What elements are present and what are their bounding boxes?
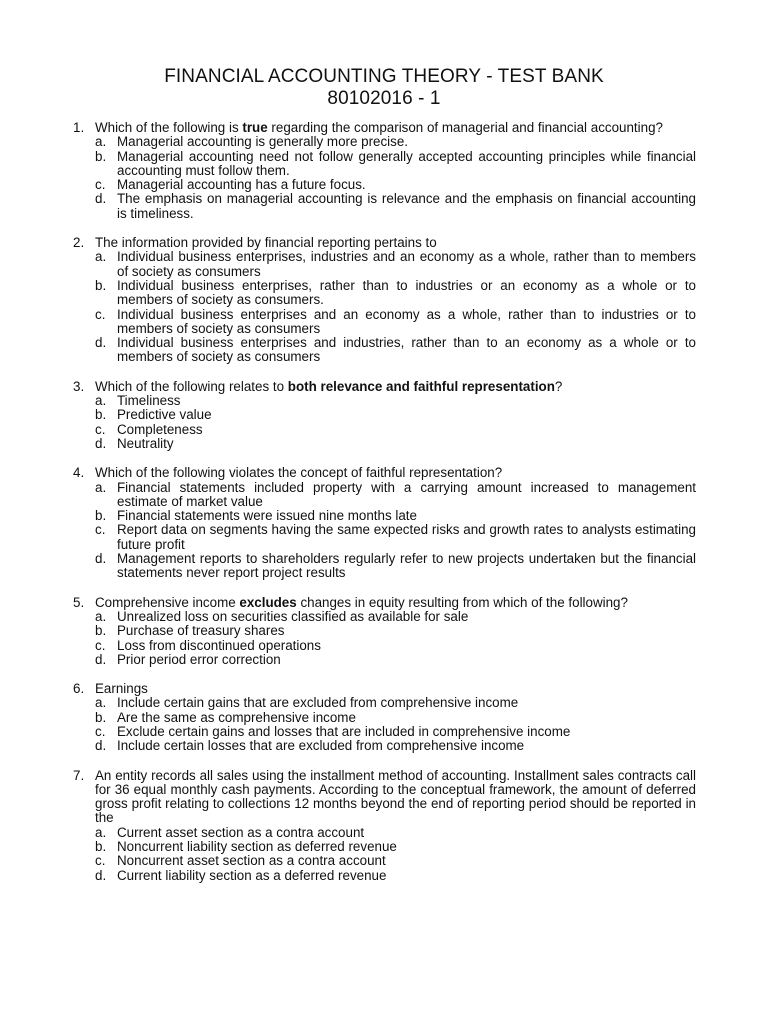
option-letter: b. <box>95 623 107 639</box>
option-text: Neutrality <box>117 435 174 451</box>
option-letter: d. <box>95 335 107 351</box>
option-letter: d. <box>95 435 107 451</box>
option-letter: a. <box>95 249 107 265</box>
option-text: Purchase of treasury shares <box>117 623 285 639</box>
answer-option-c <box>0 639 768 653</box>
question-6 <box>0 682 768 753</box>
option-letter: d. <box>95 191 107 207</box>
question-stem-text: Which of the following relates to <box>95 378 288 394</box>
option-letter: c. <box>95 522 106 538</box>
option-text: Are the same as comprehensive income <box>117 709 356 725</box>
option-text: The emphasis on managerial accounting is relevance and the emphasis on financial accounting is timeliness. <box>117 191 696 221</box>
question-stem <box>95 682 696 696</box>
question-stem-text: An entity records all sales using the installment method of accounting. Installment sales contracts call for 36 equal monthly cash payments. According to the conceptual framework, the amount of deferred gross profit relating to collections 12 months beyond the end of reporting period should be reported in the <box>95 767 696 826</box>
option-letter: c. <box>95 723 106 739</box>
option-letter: d. <box>95 651 107 667</box>
question-7 <box>0 769 768 883</box>
answer-option-a <box>0 250 768 279</box>
question-list <box>0 121 768 898</box>
question-stem <box>95 121 696 135</box>
option-text: Financial statements included property with a carrying amount increased to management estimate of market value <box>117 479 696 509</box>
option-text: Loss from discontinued operations <box>117 637 321 653</box>
answer-option-a <box>0 826 768 840</box>
option-text: Noncurrent asset section as a contra account <box>117 853 386 869</box>
question-stem <box>95 596 696 610</box>
question-stem-text: Comprehensive income <box>95 594 240 610</box>
answer-options <box>0 696 768 753</box>
option-letter: b. <box>95 709 107 725</box>
option-letter: b. <box>95 148 107 164</box>
answer-option-d <box>0 552 768 581</box>
option-letter: c. <box>95 853 106 869</box>
question-stem <box>95 236 696 250</box>
question-number: 7. <box>73 767 85 783</box>
option-letter: a. <box>95 479 107 495</box>
option-text: Current liability section as a deferred revenue <box>117 867 387 883</box>
answer-option-c <box>0 178 768 192</box>
question-stem-emphasis: both relevance and faithful representation <box>287 378 555 394</box>
option-letter: c. <box>95 177 106 193</box>
option-letter: a. <box>95 695 107 711</box>
option-letter: c. <box>95 421 106 437</box>
answer-options <box>0 610 768 667</box>
answer-options <box>0 481 768 581</box>
answer-option-a <box>0 394 768 408</box>
option-text: Managerial accounting need not follow generally accepted accounting principles while financial accounting must follow them. <box>117 148 696 178</box>
option-text: Managerial accounting has a future focus. <box>117 177 366 193</box>
answer-option-b <box>0 711 768 725</box>
option-text: Include certain gains that are excluded from comprehensive income <box>117 695 519 711</box>
option-letter: a. <box>95 393 107 409</box>
question-2 <box>0 236 768 365</box>
answer-option-b <box>0 279 768 308</box>
option-text: Report data on segments having the same expected risks and growth rates to analysts estimating future profit <box>117 522 696 552</box>
question-stem <box>95 769 696 826</box>
option-letter: d. <box>95 867 107 883</box>
answer-option-a <box>0 696 768 710</box>
option-text: Unrealized loss on securities classified as available for sale <box>117 608 469 624</box>
option-letter: b. <box>95 407 107 423</box>
option-letter: a. <box>95 824 107 840</box>
answer-option-c <box>0 423 768 437</box>
option-letter: c. <box>95 306 106 322</box>
option-text: Predictive value <box>117 407 212 423</box>
option-text: Include certain losses that are excluded from comprehensive income <box>117 738 525 754</box>
answer-option-d <box>0 336 768 365</box>
answer-option-d <box>0 437 768 451</box>
option-letter: d. <box>95 738 107 754</box>
question-stem-text: Earnings <box>95 681 148 697</box>
question-stem-text: changes in equity resulting from which of the following? <box>296 594 628 610</box>
option-letter: a. <box>95 608 107 624</box>
answer-option-b <box>0 840 768 854</box>
answer-options <box>0 394 768 451</box>
option-text: Managerial accounting is generally more precise. <box>117 134 409 150</box>
question-number: 1. <box>73 120 85 135</box>
question-number: 4. <box>73 465 85 481</box>
question-1 <box>0 121 768 221</box>
question-4 <box>0 466 768 580</box>
question-5 <box>0 596 768 667</box>
answer-options <box>0 250 768 364</box>
answer-option-a <box>0 610 768 624</box>
option-text: Individual business enterprises and industries, rather than to an economy as a whole or to members of society as consumers <box>117 335 696 365</box>
option-letter: c. <box>95 637 106 653</box>
answer-option-b <box>0 150 768 179</box>
question-number: 6. <box>73 681 85 697</box>
answer-option-d <box>0 869 768 883</box>
answer-options <box>0 135 768 221</box>
option-text: Individual business enterprises, industries and an economy as a whole, rather than to members of society as consumers <box>117 249 696 279</box>
question-stem-emphasis: true <box>242 120 268 135</box>
question-number: 5. <box>73 594 85 610</box>
question-stem <box>95 380 696 394</box>
question-stem <box>95 466 696 480</box>
option-letter: b. <box>95 277 107 293</box>
document-title: FINANCIAL ACCOUNTING THEORY - TEST BANK <box>164 66 604 87</box>
option-text: Timeliness <box>117 393 181 409</box>
answer-option-a <box>0 135 768 149</box>
answer-option-b <box>0 408 768 422</box>
question-stem-text: The information provided by financial reporting pertains to <box>95 235 437 251</box>
answer-option-b <box>0 509 768 523</box>
option-text: Prior period error correction <box>117 651 281 667</box>
option-letter: d. <box>95 551 107 567</box>
document-subtitle: 80102016 - 1 <box>327 88 441 109</box>
answer-option-c <box>0 725 768 739</box>
answer-option-d <box>0 653 768 667</box>
question-stem-text: Which of the following is <box>95 120 243 135</box>
option-text: Exclude certain gains and losses that are included in comprehensive income <box>117 723 571 739</box>
option-letter: a. <box>95 134 107 150</box>
answer-option-a <box>0 481 768 510</box>
answer-option-c <box>0 854 768 868</box>
option-text: Individual business enterprises and an economy as a whole, rather than to industries or to members of society as consumers <box>117 306 696 336</box>
question-stem-text: regarding the comparison of managerial and financial accounting? <box>267 120 663 135</box>
option-text: Management reports to shareholders regularly refer to new projects undertaken but the financial statements never report project results <box>117 551 696 581</box>
question-stem-emphasis: excludes <box>239 594 297 610</box>
question-stem-text: Which of the following violates the concept of faithful representation? <box>95 465 503 481</box>
question-stem-text: ? <box>554 378 563 394</box>
answer-option-d <box>0 739 768 753</box>
option-text: Completeness <box>117 421 203 437</box>
answer-options <box>0 826 768 883</box>
answer-option-d <box>0 192 768 221</box>
answer-option-c <box>0 523 768 552</box>
option-letter: b. <box>95 508 107 524</box>
answer-option-c <box>0 308 768 337</box>
answer-option-b <box>0 624 768 638</box>
option-text: Financial statements were issued nine months late <box>117 508 417 524</box>
option-text: Noncurrent liability section as deferred revenue <box>117 839 397 855</box>
question-3 <box>0 380 768 451</box>
option-letter: b. <box>95 839 107 855</box>
question-number: 2. <box>73 235 85 251</box>
question-number: 3. <box>73 378 85 394</box>
option-text: Current asset section as a contra account <box>117 824 365 840</box>
option-text: Individual business enterprises, rather than to industries or an economy as a whole or to members of society as consumers. <box>117 277 696 308</box>
